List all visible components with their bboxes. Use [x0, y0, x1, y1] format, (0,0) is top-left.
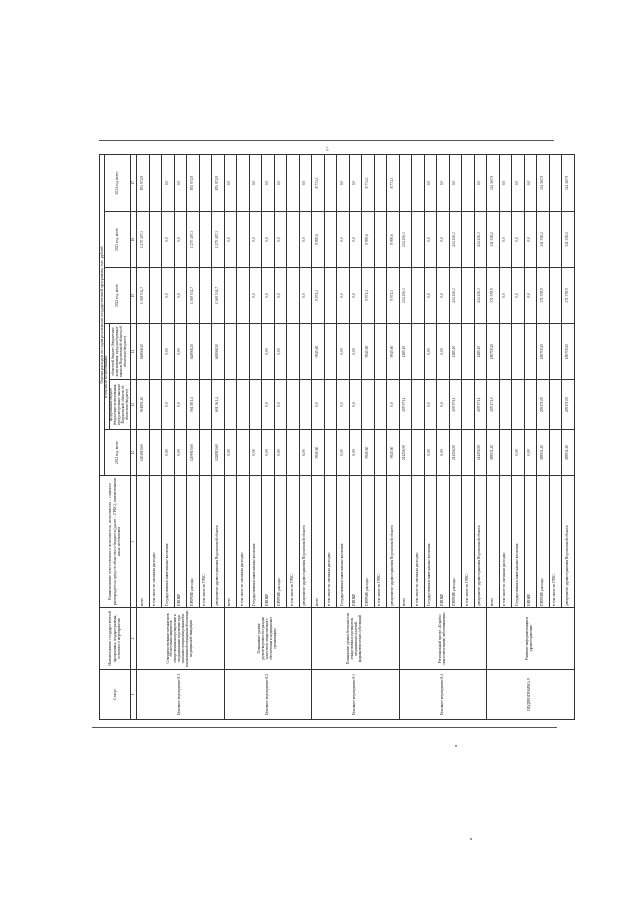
column-index: 17	[131, 154, 137, 211]
amount-y24	[412, 154, 425, 211]
source-label: всего	[224, 476, 237, 608]
amount-y22	[199, 268, 212, 324]
amount-y24: 0,0	[262, 154, 275, 211]
amount-y24: 0,0	[512, 154, 525, 211]
amount-y24: 0,0	[474, 154, 487, 211]
amount-fed: 0,0	[174, 380, 187, 430]
source-label: департамент здравоохранения Воронежской области	[212, 476, 225, 608]
amount-y23: 0,0	[174, 212, 187, 268]
source-label: НИОКР	[174, 476, 187, 608]
header-sources: Наименование ответственного исполнителя, исполнителя – главного распорядителя средств областного бюджета (далее – ГРБС), наименование иных источников	[100, 476, 131, 608]
amount-y24: 0,0	[174, 154, 187, 211]
amount-total	[237, 430, 250, 476]
amount-reg	[324, 324, 337, 380]
amount-y24: 853 974,9	[212, 154, 225, 211]
amount-fed: 0,0	[312, 380, 325, 430]
amount-fed	[374, 380, 387, 430]
amount-reg: 180759,20	[562, 324, 575, 380]
amount-total: 389931,20	[562, 430, 575, 476]
source-label: всего	[137, 476, 150, 608]
scan-edge-bottom	[92, 727, 557, 728]
amount-y23: 311 358,2	[562, 212, 575, 268]
amount-total: 0,00	[162, 430, 175, 476]
amount-fed: 601 361,4	[212, 380, 225, 430]
amount-fed	[199, 380, 212, 430]
amount-y22: 1 369 534,7	[187, 268, 200, 324]
source-label: департамент здравоохранения Воронежской области	[474, 476, 487, 608]
amount-reg: 0,00	[349, 324, 362, 380]
amount-y24: 324 167,9	[487, 154, 500, 211]
amount-fed: 209171,00	[562, 380, 575, 430]
column-index: 16	[131, 212, 137, 268]
amount-y24	[374, 154, 387, 211]
amount-total: 6,00	[299, 430, 312, 476]
amount-y23: 0,0	[274, 212, 287, 268]
amount-y23: 0,0	[224, 212, 237, 268]
amount-fed	[149, 380, 162, 430]
source-label: Государственные капитальные вложения	[337, 476, 350, 608]
amount-total: 0,00	[349, 430, 362, 476]
amount-y24: 0,0	[299, 154, 312, 211]
amount-fed: 209171,00	[537, 380, 550, 430]
amount-y22: 9 971,1	[312, 268, 325, 324]
amount-y23: 0,0	[424, 212, 437, 268]
amount-total	[149, 430, 162, 476]
amount-y24: 0,0	[424, 154, 437, 211]
amount-y22: 0,0	[274, 268, 287, 324]
amount-reg: 9945,60	[387, 324, 400, 380]
source-label: ПРОЧИЕ расходы	[274, 476, 287, 608]
amount-y22: 0,0	[512, 268, 525, 324]
amount-total	[287, 430, 300, 476]
amount-total: 9945,60	[362, 430, 375, 476]
amount-total: 0,00	[274, 430, 287, 476]
header-2022: 2022 год, всего	[105, 268, 131, 324]
amount-total: 214256,50	[399, 430, 412, 476]
amount-y24: 8 774,3	[387, 154, 400, 211]
table-row	[224, 154, 237, 719]
source-label: департамент здравоохранения Воронежской области	[299, 476, 312, 608]
amount-y23: 214 236,3	[474, 212, 487, 268]
header-2023: 2023 год, всего	[105, 212, 131, 268]
amount-total: 0,00	[437, 430, 450, 476]
amount-y22: 214 236,3	[474, 268, 487, 324]
amount-y22	[374, 268, 387, 324]
source-label: всего	[487, 476, 500, 608]
amount-total: 1209919,60	[187, 430, 200, 476]
amount-y23	[237, 212, 250, 268]
amount-y22: 0,0	[349, 268, 362, 324]
amount-y23: 0,0	[337, 212, 350, 268]
amount-y22: 0,0	[299, 268, 312, 324]
amount-y22: 0,0	[262, 268, 275, 324]
amount-fed	[412, 380, 425, 430]
amount-y23	[462, 212, 475, 268]
column-index: 2	[131, 608, 137, 670]
amount-y24: 0,0	[274, 154, 287, 211]
amount-y24: 0,0	[249, 154, 262, 211]
program-name-cell: Развитие информатизации в здравоохранении	[487, 608, 575, 670]
source-label: ПРОЧИЕ расходы	[187, 476, 200, 608]
document-sheet	[99, 155, 569, 720]
status-cell: Основное мероприятие 8.4	[399, 670, 487, 720]
amount-reg: 180759,20	[537, 324, 550, 380]
amount-fed	[224, 380, 237, 430]
header-sources-group: в том числе по источникам:	[105, 324, 110, 430]
amount-reg	[374, 324, 387, 380]
amount-fed: 0,0	[274, 380, 287, 430]
table-row	[399, 154, 412, 719]
amount-y24: 0,0	[162, 154, 175, 211]
amount-y22: 371 578,9	[537, 268, 550, 324]
amount-fed	[512, 380, 525, 430]
amount-fed: 0,0	[262, 380, 275, 430]
amount-total	[324, 430, 337, 476]
amount-fed	[324, 380, 337, 430]
amount-y24	[199, 154, 212, 211]
amount-y23	[149, 212, 162, 268]
amount-y23: 0,0	[524, 212, 537, 268]
amount-reg: 4285,10	[449, 324, 462, 380]
amount-fed: 0,0	[424, 380, 437, 430]
amount-fed: 0,0	[162, 380, 175, 430]
amount-fed: 0,0	[387, 380, 400, 430]
header-status: Статус	[100, 670, 131, 720]
amount-y24: 0,0	[524, 154, 537, 211]
amount-y24: 853 974,9	[137, 154, 150, 211]
amount-y23: 214 236,3	[449, 212, 462, 268]
source-label: ПРОЧИЕ расходы	[537, 476, 550, 608]
amount-total: 9945,60	[387, 430, 400, 476]
amount-y24: 8 774,3	[312, 154, 325, 211]
amount-y24: 0,0	[337, 154, 350, 211]
header-regional: областной бюджет (бюджетные ассигнования, предусмотренные законом Воронежской области об областном бюджете)	[110, 324, 131, 380]
amount-y24: 324 167,9	[537, 154, 550, 211]
source-label: НИОКР	[262, 476, 275, 608]
amount-fed: 561 851,4	[187, 380, 200, 430]
amount-y23: 1 275 407,3	[187, 212, 200, 268]
amount-total	[549, 430, 562, 476]
amount-y22: 214 236,3	[449, 268, 462, 324]
amount-y22: 9 971,1	[387, 268, 400, 324]
amount-reg	[512, 324, 525, 380]
amount-total: 1228919,60	[212, 430, 225, 476]
amount-y24: 0,0	[499, 154, 512, 211]
source-label: всего	[399, 476, 412, 608]
amount-y24	[237, 154, 250, 211]
amount-total: 214256,50	[474, 430, 487, 476]
table-row	[487, 154, 500, 719]
column-index: 1	[131, 670, 137, 720]
amount-y24: 8 774,3	[362, 154, 375, 211]
amount-total: 389931,20	[487, 430, 500, 476]
source-label: в том числе по ГРБС:	[199, 476, 212, 608]
header-2021-total: 2021 год, всего	[105, 430, 131, 476]
amount-reg	[249, 324, 262, 380]
budget-table	[99, 154, 575, 720]
amount-y23: 0,0	[437, 212, 450, 268]
amount-reg: 0,00	[162, 324, 175, 380]
amount-y23	[324, 212, 337, 268]
amount-total	[374, 430, 387, 476]
header-estimates: Оценка расходов по годам реализации государственной программы, тыс. рублей	[100, 154, 105, 475]
table-row	[137, 154, 150, 719]
amount-y23: 0,0	[349, 212, 362, 268]
column-index: 15	[131, 268, 137, 324]
amount-y23: 311 358,2	[537, 212, 550, 268]
amount-y22: 371 578,9	[562, 268, 575, 324]
amount-reg	[299, 324, 312, 380]
amount-total	[199, 430, 212, 476]
amount-reg: 4285,10	[474, 324, 487, 380]
amount-y22	[549, 268, 562, 324]
amount-fed: 209 971,1	[399, 380, 412, 430]
amount-reg	[199, 324, 212, 380]
amount-total: 0,00	[524, 430, 537, 476]
amount-reg	[412, 324, 425, 380]
rotated-page	[99, 155, 569, 720]
amount-y24: 853 974,9	[187, 154, 200, 211]
source-label: Государственные капитальные вложения	[512, 476, 525, 608]
source-label: Государственные капитальные вложения	[424, 476, 437, 608]
amount-reg: 0,00	[174, 324, 187, 380]
amount-fed	[462, 380, 475, 430]
amount-y24: 0,0	[349, 154, 362, 211]
amount-fed: 209 971,1	[449, 380, 462, 430]
amount-fed	[524, 380, 537, 430]
status-cell: ПОДПРОГРАММА 9	[487, 670, 575, 720]
amount-total: 0,00	[224, 430, 237, 476]
amount-fed	[499, 380, 512, 430]
amount-fed	[362, 380, 375, 430]
amount-reg: 0,00	[437, 324, 450, 380]
amount-fed	[549, 380, 562, 430]
amount-y23	[549, 212, 562, 268]
amount-reg	[499, 324, 512, 380]
amount-y23: 0,0	[262, 212, 275, 268]
amount-y23: 311 358,2	[487, 212, 500, 268]
amount-y23: 0,0	[499, 212, 512, 268]
source-label: всего	[312, 476, 325, 608]
amount-y22	[412, 268, 425, 324]
amount-fed	[249, 380, 262, 430]
amount-fed: 0,0	[437, 380, 450, 430]
amount-reg: 0,00	[337, 324, 350, 380]
amount-fed	[287, 380, 300, 430]
amount-reg: 0,00	[262, 324, 275, 380]
amount-y22: 0,0	[424, 268, 437, 324]
amount-y22: 214 236,3	[399, 268, 412, 324]
amount-y23: 9 995,6	[387, 212, 400, 268]
amount-reg: 4285,10	[399, 324, 412, 380]
column-index: 3	[131, 476, 137, 608]
amount-total: 9945,60	[312, 430, 325, 476]
scan-edge-top	[99, 140, 554, 141]
source-label: в том числе по смежным расходам:	[412, 476, 425, 608]
source-label: НИОКР	[524, 476, 537, 608]
amount-y24: 324 167,9	[562, 154, 575, 211]
amount-fed: 0,0	[349, 380, 362, 430]
source-label: департамент здравоохранения Воронежской области	[562, 476, 575, 608]
amount-y22	[237, 268, 250, 324]
amount-fed	[299, 380, 312, 430]
amount-y22: 0,0	[337, 268, 350, 324]
column-index: 14	[131, 324, 137, 380]
amount-total: 0,00	[262, 430, 275, 476]
amount-fed: 561851,40	[137, 380, 150, 430]
amount-total	[462, 430, 475, 476]
amount-reg: 648068,20	[212, 324, 225, 380]
source-label: ПРОЧИЕ расходы	[449, 476, 462, 608]
amount-y23	[374, 212, 387, 268]
amount-fed: 209 171,0	[487, 380, 500, 430]
source-label: в том числе по ГРБС:	[287, 476, 300, 608]
status-cell: Основное мероприятие 8.3	[312, 670, 400, 720]
amount-y22	[324, 268, 337, 324]
amount-y23: 1 275 407,3	[137, 212, 150, 268]
amount-y22: 1 369 534,7	[137, 268, 150, 324]
amount-fed: 0,0	[337, 380, 350, 430]
amount-total: 214256,50	[449, 430, 462, 476]
source-label: в том числе по смежным расходам:	[149, 476, 162, 608]
source-label: в том числе по ГРБС:	[374, 476, 387, 608]
amount-y22: 1 369 534,7	[212, 268, 225, 324]
amount-y24: 0,0	[449, 154, 462, 211]
amount-total: 0,00	[249, 430, 262, 476]
amount-y23: 9 995,6	[312, 212, 325, 268]
header-2024: 2024 год, всего	[105, 154, 131, 211]
amount-y24: 0,0	[437, 154, 450, 211]
amount-y24	[287, 154, 300, 211]
amount-y23	[199, 212, 212, 268]
amount-reg: 180759,20	[487, 324, 500, 380]
amount-y23: 0,0	[249, 212, 262, 268]
program-name-cell: Совершенствование механизмов обеспечения пациентов лекарственными препаратами и медицинскими изделиями при оказании специализированной и паллиативной медицинской помощи, медицинской эвакуации	[137, 608, 225, 670]
source-label: в том числе по смежным расходам:	[324, 476, 337, 608]
amount-total: 0,00	[512, 430, 525, 476]
amount-y23: 9 995,6	[362, 212, 375, 268]
source-label: в том числе по смежным расходам:	[237, 476, 250, 608]
amount-y22	[149, 268, 162, 324]
amount-total	[499, 430, 512, 476]
amount-y22: 0,0	[174, 268, 187, 324]
amount-total: 389931,20	[537, 430, 550, 476]
header-federal: федеральный бюджет (бюджетные ассигнования, предусмотренные законом Воронежской области об областном бюджете)	[110, 380, 131, 430]
amount-y23: 0,0	[512, 212, 525, 268]
amount-y22	[462, 268, 475, 324]
amount-y22	[224, 268, 237, 324]
table-row	[312, 154, 325, 719]
amount-y23: 0,0	[299, 212, 312, 268]
source-label: ПРОЧИЕ расходы	[362, 476, 375, 608]
source-label: НИОКР	[349, 476, 362, 608]
amount-total: 0,00	[337, 430, 350, 476]
amount-y22: 0,0	[524, 268, 537, 324]
amount-y24	[549, 154, 562, 211]
scan-speck	[455, 745, 457, 747]
program-name-cell: Повышение уровня удовлетворенности граждан качеством лекарственного обеспечения в медицинских организациях	[224, 608, 312, 670]
amount-total: 0,00	[424, 430, 437, 476]
amount-y22: 0,0	[162, 268, 175, 324]
page-number: 5	[326, 148, 329, 153]
amount-total	[412, 430, 425, 476]
amount-y22	[287, 268, 300, 324]
amount-fed: 209 971,1	[474, 380, 487, 430]
amount-fed	[237, 380, 250, 430]
column-index: 12	[131, 430, 137, 476]
source-label: Государственные капитальные вложения	[162, 476, 175, 608]
amount-reg: 9945,60	[312, 324, 325, 380]
program-name-cell: Региональный проект «Борьба с онкологическими заболеваниями»	[399, 608, 487, 670]
amount-reg	[237, 324, 250, 380]
scan-speck	[470, 838, 472, 840]
amount-reg	[224, 324, 237, 380]
amount-y22: 0,0	[499, 268, 512, 324]
amount-y23	[287, 212, 300, 268]
amount-y23	[412, 212, 425, 268]
amount-y24	[149, 154, 162, 211]
amount-reg	[149, 324, 162, 380]
amount-y23: 1 275 407,3	[212, 212, 225, 268]
source-label: департамент здравоохранения Воронежской области	[387, 476, 400, 608]
amount-y24: 0,0	[224, 154, 237, 211]
amount-total: 0,00	[174, 430, 187, 476]
amount-y22: 9 971,1	[362, 268, 375, 324]
source-label: в том числе по ГРБС:	[462, 476, 475, 608]
amount-y22: 0,0	[437, 268, 450, 324]
amount-y24	[324, 154, 337, 211]
amount-reg	[524, 324, 537, 380]
amount-reg	[549, 324, 562, 380]
amount-reg: 0,00	[424, 324, 437, 380]
status-cell: Основное мероприятие 8.1	[137, 670, 225, 720]
amount-y23: 214 236,3	[399, 212, 412, 268]
amount-total: 1204919,60	[137, 430, 150, 476]
source-label: НИОКР	[437, 476, 450, 608]
column-index: 13	[131, 380, 137, 430]
amount-reg	[462, 324, 475, 380]
status-cell: Основное мероприятие 8.2	[224, 670, 312, 720]
source-label: в том числе по смежным расходам:	[499, 476, 512, 608]
source-label: Государственные капитальные вложения	[249, 476, 262, 608]
amount-y22: 0,0	[249, 268, 262, 324]
amount-reg	[287, 324, 300, 380]
header-program: Наименование государственной программы, подпрограммы, основного мероприятия	[100, 608, 131, 670]
source-label: в том числе по ГРБС:	[549, 476, 562, 608]
amount-reg: 9945,60	[362, 324, 375, 380]
amount-reg: 648068,20	[137, 324, 150, 380]
amount-y24	[399, 154, 412, 211]
amount-reg: 0,00	[274, 324, 287, 380]
amount-y23: 0,0	[162, 212, 175, 268]
amount-reg: 648068,20	[187, 324, 200, 380]
program-name-cell: Повышение уровня безопасности лекарственных препаратов, медицинских изделий, фармацевтических субстанций	[312, 608, 400, 670]
amount-y24	[462, 154, 475, 211]
amount-y22: 371 578,9	[487, 268, 500, 324]
